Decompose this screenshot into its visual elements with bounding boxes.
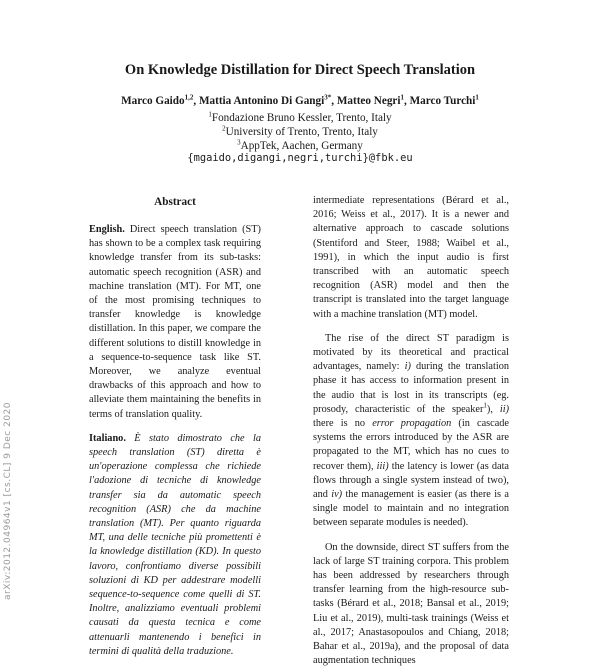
affiliation-sup: 2: [222, 124, 226, 133]
text-run: there is no: [313, 418, 373, 430]
abstract-italian-text: È stato dimostrato che la speech translation (ST) diretta è un'operazione complessa che richiede l'adozione di tecniche di knowledge transfer sia da automatic speech recognition (ASR) che da machine translation (MT). Per quanto riguarda MT, una delle tecniche più promettenti è la knowledge distillation (KD). In questo lavoro, confrontiamo diverse possibili soluzioni di KD per addestrare modelli sequence-to-sequence come quelli di ST. Inoltre, analizziamo eventuali problemi causati da questa tecnica e come attenuarli mantenendo i benefici in termini di qualità della traduzione.: [89, 432, 261, 657]
author-name: Matteo Negri: [336, 95, 401, 107]
abstract-heading: Abstract: [154, 196, 196, 208]
abstract-italian-label: Italiano.: [89, 432, 126, 444]
author-separator: ,: [404, 95, 410, 107]
text-run: the management is easier (as there is a single model to maintain and no integration between separate modules is needed).: [313, 489, 509, 529]
intro-column: [313, 194, 509, 669]
text-run: the latency is lower (as data flows through a single system instead of two), and: [313, 460, 509, 501]
text-run: ),: [486, 403, 500, 415]
author-separator: ,: [331, 95, 337, 107]
enum-marker: iv): [331, 489, 343, 501]
author-separator: ,: [193, 95, 199, 107]
footnote-marker[interactable]: 1: [483, 401, 487, 410]
author-affiliation-sup: 1,2: [184, 93, 194, 102]
affiliation-sup: 3: [237, 138, 241, 147]
affiliation-text: University of Trento, Trento, Italy: [225, 126, 378, 138]
abstract-column: [89, 223, 261, 659]
intro-paragraph: On the downside, direct ST suffers from the lack of large ST training corpora. This problem has been addressed by researchers through transfer learning from the high-resource sub-tasks (Bérard et al., 2018; Bansal et al., 2019; Liu et al., 2019), multi-task trainings (Weiss et al., 2017; Anastasopoulos and Chiang, 2018; Bahar et al., 2019a), and the proposal of data augmentation techniques: [313, 541, 509, 667]
author-affiliation-sup: 3*: [324, 93, 332, 102]
abstract-english-label: English.: [89, 224, 125, 235]
author-name: Marco Gaido: [121, 95, 185, 107]
abstract-italian: [89, 432, 261, 659]
paper-title: On Knowledge Distillation for Direct Speech Translation: [124, 62, 476, 78]
abstract-english: [89, 223, 261, 422]
author-email[interactable]: {mgaido,digangi,negri,turchi}@fbk.eu: [187, 152, 413, 164]
affiliation: [0, 111, 600, 126]
enum-marker: iii): [376, 460, 389, 472]
text-run: during the translation phase it has access to information present in the audio that is lost in its transcripts (eg. prosody, characteristic of the speaker: [313, 361, 510, 415]
author-name: Mattia Antonino Di Gangi: [198, 95, 325, 107]
author-list: [0, 95, 600, 107]
affiliation-text: Fondazione Bruno Kessler, Trento, Italy: [211, 112, 392, 124]
intro-paragraph: intermediate representations (Bérard et al., 2016; Weiss et al., 2017). It is a newer and alternative approach to cascade solutions (Stentiford and Steer, 1988; Waibel et al., 1991), in which the input audio is first transcribed with an automatic speech recognition (ASR) model and then the transcript is translated into the target language with a machine translation (MT) model.: [313, 195, 509, 320]
author-affiliation-sup: 1: [475, 93, 479, 102]
author-name: Marco Turchi: [409, 95, 476, 107]
emphasis-term: error propagation: [372, 418, 452, 430]
intro-paragraph: [313, 332, 509, 531]
enum-marker: i): [404, 361, 411, 373]
affiliation-text: AppTek, Aachen, Germany: [240, 140, 363, 152]
text-run: (in cascade systems the errors introduced by the ASR are propagated to the MT, which has no cues to recover them),: [313, 418, 509, 472]
author-affiliation-sup: 1: [400, 93, 404, 102]
text-run: The rise of the direct ST paradigm is motivated by its theoretical and practical advantages, namely:: [313, 332, 509, 373]
abstract-english-text: Direct speech translation (ST) has shown to be a complex task requiring knowledge transfer from its sub-tasks: automatic speech recognition (ASR) and machine translation (MT). For MT, one of the most promising techniques to transfer knowledge is knowledge distillation. In this paper, we compare the different solutions to distill knowledge in a sequence-to-sequence task like ST. Moreover, we analyze eventual drawbacks of this approach and how to alleviate them maintaining the benefits in terms of translation quality.: [89, 224, 261, 420]
affiliation: [0, 125, 600, 140]
enum-marker: ii): [499, 403, 510, 415]
affiliation-sup: 1: [208, 110, 212, 119]
arxiv-side-stamp: arXiv:2012.04964v1 [cs.CL] 9 Dec 2020: [3, 401, 13, 600]
